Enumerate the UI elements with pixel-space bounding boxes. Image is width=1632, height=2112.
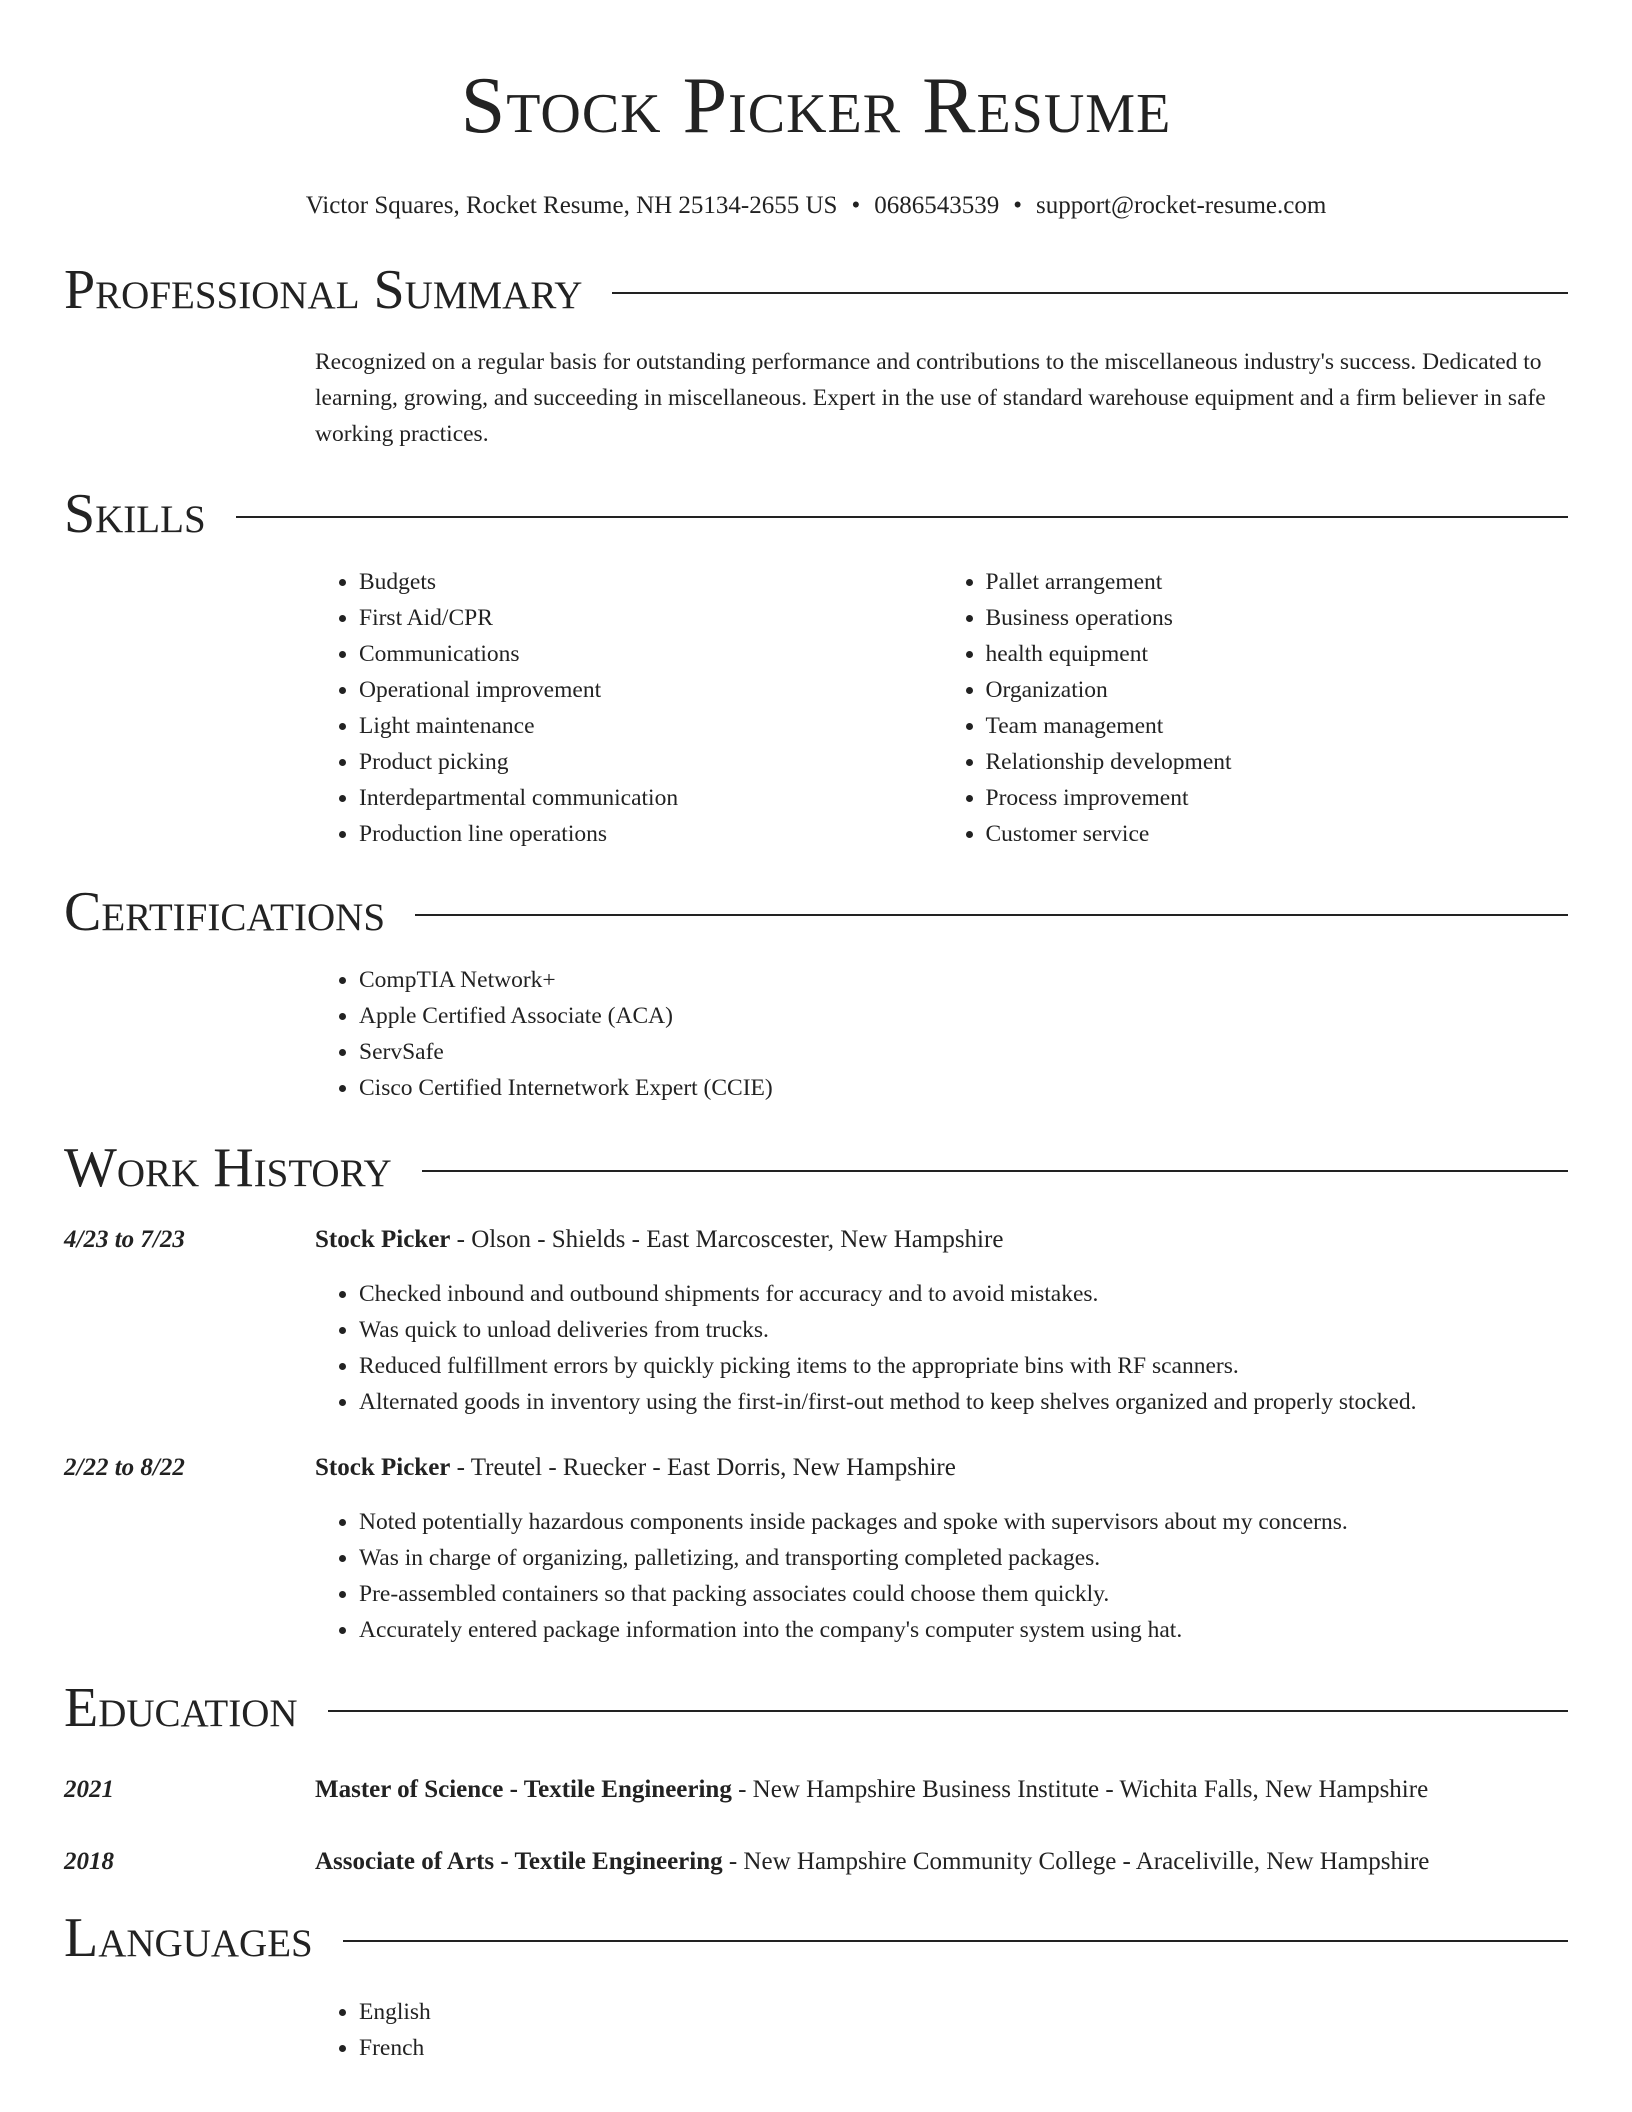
job-bullets (315, 1504, 1568, 1648)
job-dates: 2/22 to 8/22 (64, 1454, 185, 1481)
section-languages (64, 1906, 1568, 1970)
section-divider (343, 1940, 1568, 1942)
skill-item: • Pallet arrangement (986, 564, 1569, 600)
job-details: - Olson - Shields - East Marcoscester, New Hampshire (450, 1226, 1004, 1253)
section-work-history (64, 1136, 1568, 1200)
skill-item: • Process improvement (986, 780, 1569, 816)
job-details: - Treutel - Ruecker - East Dorris, New Hampshire (450, 1454, 956, 1481)
skills-list (315, 564, 1568, 852)
section-education (64, 1676, 1568, 1740)
language-item: • French (359, 2030, 1568, 2066)
job-bullet: • Accurately entered package information into the company's computer system using hat. (359, 1612, 1568, 1648)
skill-item: • Business operations (986, 600, 1569, 636)
contact-address: Victor Squares, Rocket Resume, NH 25134-2655 US (305, 192, 838, 219)
job-info (315, 1450, 956, 1486)
education-details: - New Hampshire Business Institute - Wichita Falls, New Hampshire (731, 1776, 1429, 1803)
education-year: 2018 (64, 1848, 114, 1875)
summary-text: Recognized on a regular basis for outstanding performance and contributions to the miscellaneous industry's success. Dedicated to learning, growing, and succeeding in miscellaneous. Expert in the use of standard warehouse equipment and a firm believer in safe working practices. (315, 349, 1546, 447)
education-info (315, 1772, 1428, 1808)
certifications-list (315, 962, 1568, 1106)
skill-item: • First Aid/CPR (359, 600, 942, 636)
job-entry (64, 1450, 1568, 1648)
section-title: Skills (64, 483, 206, 545)
section-professional-summary (64, 258, 1568, 322)
education-degree: Associate of Arts - Textile Engineering (315, 1848, 723, 1875)
skill-item: • Organization (986, 672, 1569, 708)
section-certifications (64, 880, 1568, 944)
section-title: Languages (64, 1907, 313, 1969)
education-degree: Master of Science - Textile Engineering (315, 1776, 732, 1803)
skill-item: • Interdepartmental communication (359, 780, 942, 816)
job-bullets (315, 1276, 1568, 1420)
job-bullet: • Was in charge of organizing, palletizing, and transporting completed packages. (359, 1540, 1568, 1576)
job-role: Stock Picker (315, 1226, 451, 1253)
job-header (64, 1450, 1568, 1486)
contact-line (64, 190, 1568, 222)
separator-dot: • (851, 192, 861, 219)
skill-item: • Communications (359, 636, 942, 672)
section-title: Education (64, 1677, 298, 1739)
job-bullet: • Alternated goods in inventory using the first-in/first-out method to keep shelves organized and properly stocked. (359, 1384, 1568, 1420)
job-header (64, 1222, 1568, 1258)
education-year: 2021 (64, 1776, 114, 1803)
section-title: Professional Summary (64, 259, 583, 321)
education-info (315, 1844, 1429, 1880)
contact-email[interactable]: support@rocket-resume.com (1036, 192, 1327, 219)
languages-list (315, 1994, 1568, 2066)
skill-item: • Light maintenance (359, 708, 942, 744)
skill-item: • Operational improvement (359, 672, 942, 708)
job-bullet: • Pre-assembled containers so that packing associates could choose them quickly. (359, 1576, 1568, 1612)
job-bullet: • Checked inbound and outbound shipments for accuracy and to avoid mistakes. (359, 1276, 1568, 1312)
skill-item: • Relationship development (986, 744, 1569, 780)
certification-item: • CompTIA Network+ (359, 962, 1568, 998)
section-title: Work History (64, 1137, 392, 1199)
skill-item: • Budgets (359, 564, 942, 600)
contact-phone: 0686543539 (874, 192, 1000, 219)
certification-item: • ServSafe (359, 1034, 1568, 1070)
job-role: Stock Picker (315, 1454, 451, 1481)
job-bullet: • Noted potentially hazardous components inside packages and spoke with supervisors about my concerns. (359, 1504, 1568, 1540)
job-info (315, 1222, 1003, 1258)
education-entry (64, 1844, 1568, 1880)
job-dates: 4/23 to 7/23 (64, 1226, 185, 1253)
section-divider (415, 914, 1568, 916)
job-bullet: • Was quick to unload deliveries from trucks. (359, 1312, 1568, 1348)
section-skills (64, 482, 1568, 546)
education-entry (64, 1772, 1568, 1808)
language-item: • English (359, 1994, 1568, 2030)
job-entry (64, 1222, 1568, 1420)
certification-item: • Cisco Certified Internetwork Expert (CCIE) (359, 1070, 1568, 1106)
skill-item: • Production line operations (359, 816, 942, 852)
section-divider (612, 292, 1568, 294)
skill-item: • Product picking (359, 744, 942, 780)
separator-dot: • (1013, 192, 1022, 219)
section-divider (236, 516, 1568, 518)
job-bullet: • Reduced fulfillment errors by quickly picking items to the appropriate bins with RF scanners. (359, 1348, 1568, 1384)
skill-item: • Team management (986, 708, 1569, 744)
skill-item: • health equipment (986, 636, 1569, 672)
skills-column-left (315, 564, 942, 852)
section-divider (422, 1170, 1568, 1172)
section-divider (328, 1710, 1568, 1712)
skills-column-right (942, 564, 1569, 852)
education-details: - New Hampshire Community College - Araceliville, New Hampshire (722, 1848, 1430, 1875)
certification-item: • Apple Certified Associate (ACA) (359, 998, 1568, 1034)
section-title: Certifications (64, 881, 386, 943)
skill-item: • Customer service (986, 816, 1569, 852)
resume-title: Stock Picker Resume (460, 62, 1172, 150)
